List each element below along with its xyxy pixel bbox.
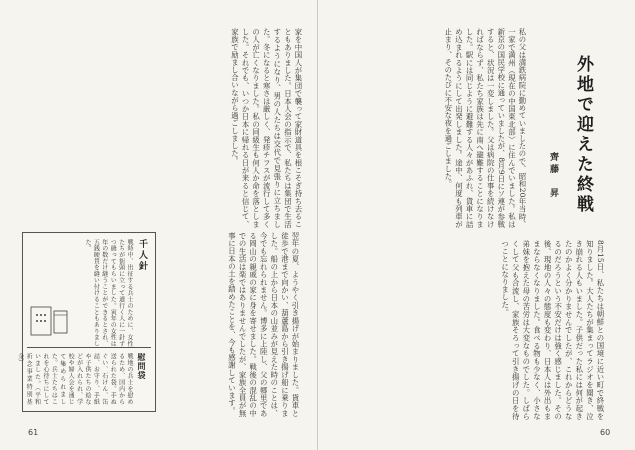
illustration-stitch-dot [44, 314, 46, 316]
page-number-right: 60 [600, 428, 611, 437]
illustration-bag-shape [54, 311, 67, 333]
article-body-continued-top: 家を中国人が集団で襲って家財道具を根こそぎ持ち去ることもありました。日本人会の指示で、私たちは集団で生活するようになり、男の人たちは交代で見張りに立ちました。冬になると寒さは厳しく、発疹チフスが流行して多くの人が亡くなりました。私の同級生も何人か命を落としました。それでも、いつか日本に帰れる日が来ると信じて、家族で励まし合いながら過ごしました。 [230, 28, 303, 228]
article-body-bottom: 8月15日、私たちは朝鮮との国境に近い町で終戦を知りました。大人たちが集まってラジオを聞き、泣き崩れる人もいました。子供だった私には何が起きたのかよく分かりませんでしたが、これからどうなるのだろうという不安だけは強く感じました。その後、現地の人々の態度も変わり、日本人は外出もままならなくなりました。食べる物も少なく、小さな弟妹を抱えた母の苦労は大変なものでした。しばらくして父も合流し、家族そろって引き揚げの日を待つことになりました。 [500, 240, 605, 420]
box-heading-imonbukuro: 慰問袋 [137, 353, 146, 380]
illustration-stitch-dot [36, 320, 38, 322]
illustration-stitch-dot [40, 320, 42, 322]
sidebar-column-box [16, 232, 156, 412]
box-illustration [29, 303, 69, 341]
box-heading: 千人針 [137, 239, 147, 272]
illustration-stitch-dot [36, 314, 38, 316]
page-number-left: 61 [28, 428, 39, 437]
article-body-continued-bottom: 翌年の夏、ようやく引き揚げが始まりました。貨車と徒歩で港まで向かい、葫蘆島から引き揚げ船に乗りました。船の上から日本の山並みが見えた時のことは、今でも忘れられません。博多に上陸し、父の郷里である岡山の親戚の家に身を寄せました。戦後の混乱の中での生活は楽ではありませんでしたが、家族全員が無事に日本の土を踏めたことを、今も感謝しています。 [227, 232, 300, 417]
article-body-top: 私の父は満鉄病院に勤めていましたので、昭和20年当時、一家で満州（現在の中国東北部）に住んでいました。私は新京の国民学校に通っていましたが、8月9日にソ連が参戦すると、状況は一変しました。父は病院の仕事を続けなければならず、私たち家族は先に南へ避難することになりました。駅には同じように避難する人々があふれ、貨車に詰め込まれるようにして出発しました。途中、何度も列車が止まり、そのたびに不安な夜を過ごしました。 [443, 28, 527, 228]
illustration-stitch-dot [44, 320, 46, 322]
box-text-imonbukuro: 戦地の兵士を慰めるため、国内から送られた袋。手ぬぐい、石けん、缶詰、お守り、手紙や子供たちの絵などが入れられ、学校や婦人会を通じて集められました。兵士たちはこれを心待ちにしていました。（平和祈念事業特別基金） [16, 353, 133, 405]
article-title: 外地で迎えた終戦 [573, 55, 593, 215]
box-divider [27, 347, 151, 348]
box-text-senninbari: 戦時中、出征する兵士のために、女性たちが街頭に立って道行く人に一針ずつ縫ってもらいました。寅年の女性は年の数だけ縫うことができるとされ、五銭硬貨を縫い付けることもありました。 [83, 239, 133, 347]
illustration-stitch-dot [40, 314, 42, 316]
author-name: 齊藤 昇 [548, 152, 558, 200]
